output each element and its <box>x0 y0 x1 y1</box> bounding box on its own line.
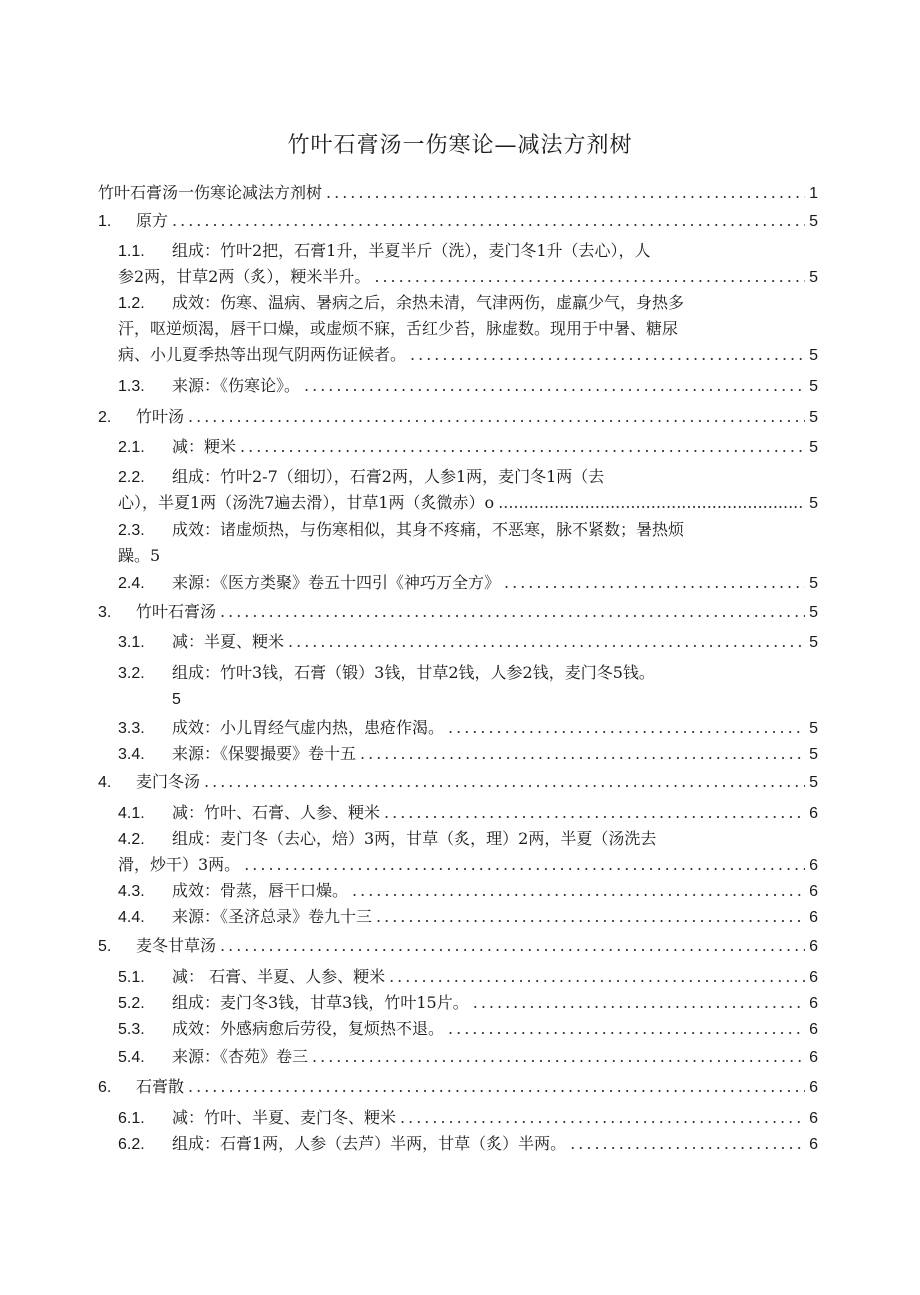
leader-dots <box>172 208 805 234</box>
leader-dots <box>204 769 805 795</box>
section-number: 3.1. <box>118 634 145 651</box>
section-number: 4. <box>98 774 112 791</box>
toc-text: 竹叶汤 <box>136 407 185 426</box>
toc-entry-6-2[interactable] <box>118 1131 818 1157</box>
toc-entry-1-2-cont2[interactable] <box>118 342 818 368</box>
toc-text-line2: 汗，呕逆烦渴，唇干口燥，或虚烦不寐，舌红少苔，脉虚数。现用于中暑、糖尿 <box>118 319 679 338</box>
toc-text: 竹叶石膏汤 <box>136 602 217 621</box>
leader-dots <box>304 373 805 399</box>
page-number: 5 <box>809 269 818 286</box>
toc-entry-2-2-cont[interactable] <box>118 490 818 516</box>
page-number: 6 <box>809 969 818 986</box>
toc-text: 来源：《医方类聚》卷五十四引《神巧万全方》 <box>172 573 501 592</box>
page-number: 5 <box>809 720 818 737</box>
toc-text: 减：半夏、粳米 <box>172 632 285 651</box>
toc-entry-1-2-cont1[interactable] <box>118 316 818 342</box>
page-number: 6 <box>809 805 818 822</box>
toc-entry-2-3[interactable] <box>118 517 818 543</box>
toc-text: 竹叶石膏汤一伤寒论减法方剂树 <box>98 183 323 202</box>
toc-text-line1: 成效：诸虚烦热，与伤寒相似，其身不疼痛，不恶寒，脉不紧数；暑热烦 <box>172 520 685 539</box>
toc-text: 原方 <box>136 211 169 230</box>
page-number: 6 <box>809 1110 818 1127</box>
toc-entry-2[interactable] <box>98 404 818 430</box>
toc-text-line1: 组成：竹叶3钱，石膏（锻）3钱，甘草2钱，人参2钱，麦门冬5钱。 <box>172 663 655 682</box>
toc-entry-4-3[interactable] <box>118 878 818 904</box>
toc-text: 麦门冬汤 <box>136 772 201 791</box>
toc-entry-3-2[interactable] <box>118 660 818 686</box>
section-number: 3.3. <box>118 720 145 737</box>
toc-entry-5-4[interactable] <box>118 1044 818 1070</box>
toc-text: 成效：外感病愈后劳役，复烦热不退。 <box>172 1019 445 1038</box>
section-number: 1. <box>98 213 112 230</box>
section-number: 2. <box>98 409 112 426</box>
toc-entry-4[interactable] <box>98 769 818 795</box>
toc-text: 减：竹叶、石膏、人参、粳米 <box>172 803 381 822</box>
toc-entry-2-2[interactable] <box>118 464 818 490</box>
page-number: 6 <box>809 1049 818 1066</box>
toc-text: 来源：《保婴撮要》卷十五 <box>172 744 357 763</box>
toc-text-line1: 成效：伤寒、温病、暑病之后，余热未清，气津两伤，虚羸少气，身热多 <box>172 293 685 312</box>
leader-dots <box>374 264 805 290</box>
leader-dots <box>473 990 805 1016</box>
toc-entry-4-2[interactable] <box>118 826 818 852</box>
leader-dots <box>400 1105 805 1131</box>
section-number: 1.2. <box>118 295 145 312</box>
toc-text: 来源：《圣济总录》卷九十三 <box>172 907 373 926</box>
section-number: 1.3. <box>118 378 145 395</box>
toc-entry-5[interactable] <box>98 933 818 959</box>
toc-entry-4-1[interactable] <box>118 800 818 826</box>
toc-entry-6-1[interactable] <box>118 1105 818 1131</box>
toc-text: 组成：麦门冬3钱，甘草3钱，竹叶15片。 <box>172 993 469 1012</box>
section-number: 1.1. <box>118 243 145 260</box>
page-number: 5 <box>809 347 818 364</box>
toc-entry-root[interactable] <box>98 180 818 206</box>
toc-text: 成效：小儿胃经气虚内热，患疮作渴。 <box>172 718 445 737</box>
section-number: 4.3. <box>118 883 145 900</box>
toc-text-line2: 参2两，甘草2两（炙），粳米半升。 <box>118 267 371 286</box>
section-number: 3.2. <box>118 665 145 682</box>
page-number: 5 <box>809 604 818 621</box>
toc-text-line3: 病、小儿夏季热等出现气阴两伤证候者。 <box>118 345 407 364</box>
toc-entry-3-1[interactable] <box>118 629 818 655</box>
toc-text-line2: 滑，炒干）3两。 <box>118 855 241 874</box>
leader-dots <box>188 404 805 430</box>
leader-dots <box>504 570 805 596</box>
page-number: 6 <box>809 995 818 1012</box>
leader-dots <box>498 490 805 516</box>
page-number: 5 <box>172 691 181 708</box>
leader-dots <box>410 342 805 368</box>
toc-entry-1-1-cont[interactable] <box>118 264 818 290</box>
page-number: 5 <box>809 634 818 651</box>
page-number: 6 <box>809 909 818 926</box>
section-number: 6. <box>98 1079 112 1096</box>
leader-dots <box>352 878 805 904</box>
leader-dots <box>188 1074 805 1100</box>
leader-dots <box>448 715 805 741</box>
toc-entry-5-3[interactable] <box>118 1016 818 1042</box>
page-number: 5 <box>809 378 818 395</box>
page-number: 6 <box>809 1079 818 1096</box>
toc-text: 麦冬甘草汤 <box>136 936 217 955</box>
page-number: 6 <box>809 1021 818 1038</box>
toc-entry-1-2[interactable] <box>118 290 818 316</box>
toc-entry-1[interactable] <box>98 208 818 234</box>
page-number: 6 <box>809 857 818 874</box>
section-number: 2.3. <box>118 522 145 539</box>
toc-text-line1: 组成：竹叶2-7（细切），石膏2两，人参1两，麦门冬1两（去 <box>172 467 605 486</box>
section-number: 3.4. <box>118 746 145 763</box>
page-number: 5 <box>809 746 818 763</box>
page-number: 5 <box>809 213 818 230</box>
leader-dots <box>220 599 805 625</box>
page-number: 5 <box>809 409 818 426</box>
leader-dots <box>312 1044 805 1070</box>
page-number: 5 <box>809 774 818 791</box>
leader-dots <box>360 741 805 767</box>
section-number: 4.2. <box>118 831 145 848</box>
leader-dots <box>288 629 805 655</box>
toc-entry-4-2-cont[interactable] <box>118 852 818 878</box>
leader-dots <box>244 852 805 878</box>
leader-dots <box>326 180 805 206</box>
toc-text-line2: 心），半夏1两（汤洗7遍去滑），甘草1两（炙微赤）o <box>118 493 495 512</box>
leader-dots <box>220 933 805 959</box>
leader-dots <box>389 964 805 990</box>
toc-text: 组成：石膏1两，人参（去芦）半两，甘草（炙）半两。 <box>172 1134 567 1153</box>
toc-text-line1: 组成：麦门冬（去心，焙）3两，甘草（炙，理）2两，半夏（汤洗去 <box>172 829 657 848</box>
leader-dots <box>570 1131 805 1157</box>
toc-text-line2: 躁。5 <box>118 546 161 565</box>
toc-entry-2-4[interactable] <box>118 570 818 596</box>
toc-entry-6[interactable] <box>98 1074 818 1100</box>
section-number: 5.3. <box>118 1021 145 1038</box>
section-number: 2.2. <box>118 469 145 486</box>
toc-entry-1-1[interactable] <box>118 238 818 264</box>
page-number: 1 <box>809 185 818 202</box>
toc-text: 减：竹叶、半夏、麦门冬、粳米 <box>172 1108 397 1127</box>
page-number: 6 <box>809 938 818 955</box>
section-number: 4.4. <box>118 909 145 926</box>
toc-text: 成效：骨蒸，唇干口燥。 <box>172 881 349 900</box>
leader-dots <box>448 1016 805 1042</box>
toc-entry-1-3[interactable] <box>118 373 818 399</box>
section-number: 2.1. <box>118 439 145 456</box>
page-number: 6 <box>809 883 818 900</box>
section-number: 6.1. <box>118 1110 145 1127</box>
page-number: 5 <box>809 575 818 592</box>
section-number: 5. <box>98 938 112 955</box>
toc-entry-3-4[interactable] <box>118 741 818 767</box>
leader-dots <box>376 904 805 930</box>
toc-text: 石膏散 <box>136 1077 185 1096</box>
toc-entry-2-1[interactable] <box>118 434 818 460</box>
toc-entry-4-4[interactable] <box>118 904 818 930</box>
section-number: 6.2. <box>118 1136 145 1153</box>
leader-dots <box>384 800 805 826</box>
toc-entry-5-1[interactable] <box>118 964 818 990</box>
toc-entry-3[interactable] <box>98 599 818 625</box>
toc-text-line1: 组成：竹叶2把，石膏1升，半夏半斤（洗），麦门冬1升（去心），人 <box>172 241 651 260</box>
page-number: 5 <box>809 439 818 456</box>
section-number: 3. <box>98 604 112 621</box>
toc-text: 来源：《杏苑》卷三 <box>172 1047 309 1066</box>
toc-text: 减： 石膏、半夏、人参、粳米 <box>172 967 386 986</box>
section-number: 2.4. <box>118 575 145 592</box>
page-number: 6 <box>809 1136 818 1153</box>
section-number: 5.1. <box>118 969 145 986</box>
toc-text: 来源：《伤寒论》。 <box>172 376 301 395</box>
toc-text: 减：粳米 <box>172 437 237 456</box>
toc-entry-2-3-cont[interactable] <box>118 543 818 569</box>
leader-dots <box>240 434 805 460</box>
toc-entry-5-2[interactable] <box>118 990 818 1016</box>
toc-entry-3-2-cont[interactable] <box>172 686 872 712</box>
section-number: 5.2. <box>118 995 145 1012</box>
page-number: 5 <box>809 495 818 512</box>
section-number: 5.4. <box>118 1049 145 1066</box>
toc-entry-3-3[interactable] <box>118 715 818 741</box>
document-title: 竹叶石膏汤一伤寒论—减法方剂树 <box>287 133 633 158</box>
section-number: 4.1. <box>118 805 145 822</box>
